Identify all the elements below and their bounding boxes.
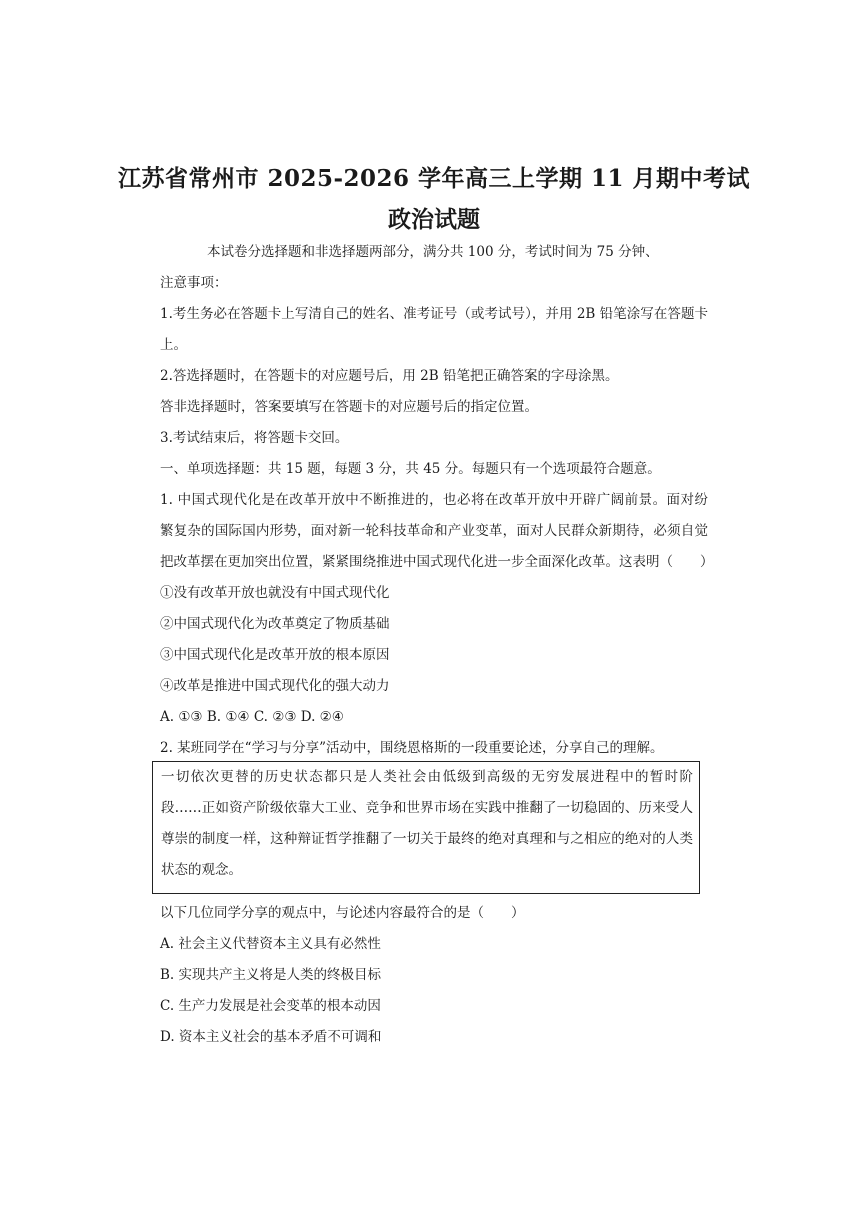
notice-heading: 注意事项：	[160, 275, 228, 291]
notice-item-2: 2.答选择题时，在答题卡的对应题号后，用 2B 铅笔把正确答案的字母涂黑。	[160, 368, 619, 384]
notice-item-1: 1.考生务必在答题卡上写清自己的姓名、准考证号（或考试号），并用 2B 铅笔涂写在答题卡	[160, 306, 708, 322]
notice-item-3: 3.考试结束后，将答题卡交回。	[160, 430, 349, 446]
q1-statement: ③中国式现代化是改革开放的根本原因	[160, 647, 390, 663]
exam-subtitle: 政治试题	[388, 206, 480, 233]
quote-line: 尊崇的制度一样，这种辩证哲学推翻了一切关于最终的绝对真理和与之相应的绝对的人类	[161, 831, 693, 847]
q1-stem-line: 繁复杂的国际国内形势，面对新一轮科技革命和产业变革，面对人民群众新期待，必须自觉	[160, 523, 708, 539]
q2-option-a: A. 社会主义代替资本主义具有必然性	[160, 936, 381, 952]
quote-line: 状态的观念。	[161, 862, 242, 878]
notice-item-1-cont: 上。	[160, 337, 187, 353]
q2-question: 以下几位同学分享的观点中，与论述内容最符合的是（ ）	[160, 905, 525, 921]
notice-item-2-cont: 答非选择题时，答案要填写在答题卡的对应题号后的指定位置。	[160, 399, 538, 415]
quote-line: 一切依次更替的历史状态都只是人类社会由低级到高级的无穷发展进程中的暂时阶	[161, 769, 693, 785]
quote-line: 段……正如资产阶级依靠大工业、竞争和世界市场在实践中推翻了一切稳固的、历来受人	[161, 800, 693, 816]
q2-stem: 2. 某班同学在“学习与分享”活动中，围绕恩格斯的一段重要论述，分享自己的理解。	[160, 740, 664, 756]
q2-option-d: D. 资本主义社会的基本矛盾不可调和	[160, 1029, 382, 1045]
q1-statement: ①没有改革开放也就没有中国式现代化	[160, 585, 390, 601]
quote-box	[152, 761, 700, 894]
exam-intro: 本试卷分选择题和非选择题两部分，满分共 100 分，考试时间为 75 分钟、	[207, 244, 659, 260]
q1-stem-line: 1. 中国式现代化是在改革开放中不断推进的，也必将在改革开放中开辟广阔前景。面对纷	[160, 492, 708, 508]
q2-option-c: C. 生产力发展是社会变革的根本动因	[160, 998, 381, 1014]
q1-options: A. ①③ B. ①④ C. ②③ D. ②④	[160, 709, 344, 725]
q1-statement: ②中国式现代化为改革奠定了物质基础	[160, 616, 390, 632]
q2-option-b: B. 实现共产主义将是人类的终极目标	[160, 967, 382, 983]
q1-stem-line: 把改革摆在更加突出位置，紧紧围绕推进中国式现代化进一步全面深化改革。这表明（ ）	[160, 554, 714, 570]
exam-title: 江苏省常州市 2025-2026 学年高三上学期 11 月期中考试	[117, 165, 751, 192]
section-heading: 一、单项选择题：共 15 题，每题 3 分，共 45 分。每题只有一个选项最符合题意。	[160, 461, 661, 477]
q1-statement: ④改革是推进中国式现代化的强大动力	[160, 678, 390, 694]
